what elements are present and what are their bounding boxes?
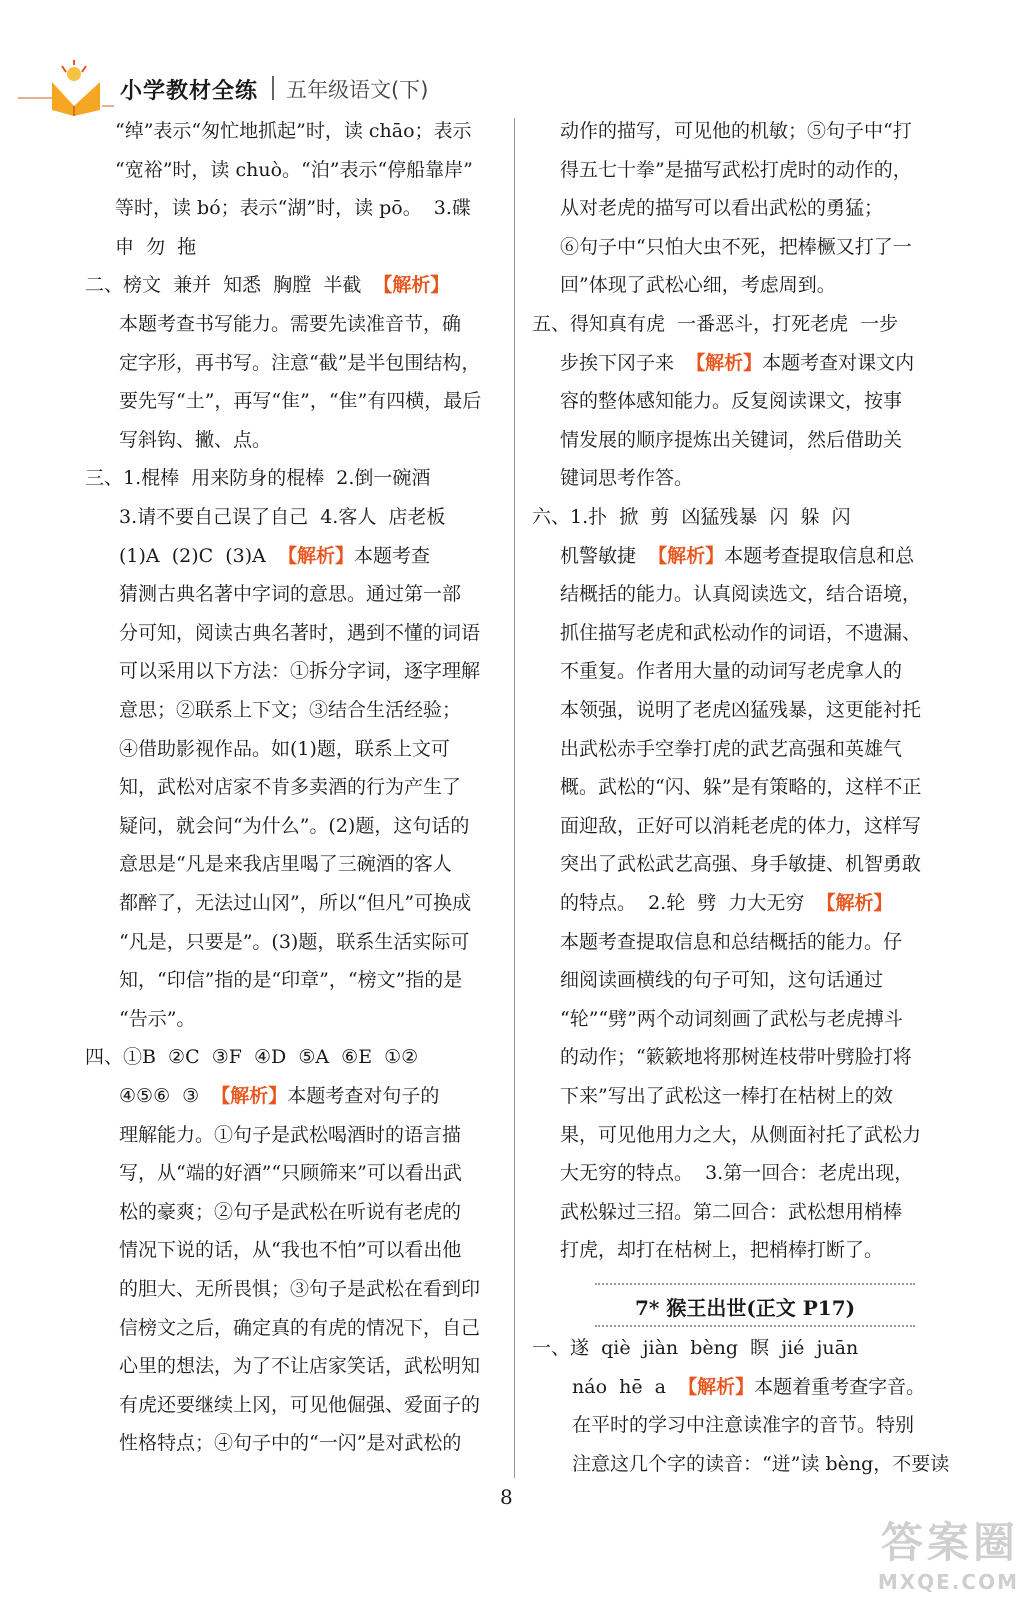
analysis-tag: 【解析】 xyxy=(211,1085,288,1107)
text-line: 抓住描写老虎和武松动作的词语，不遗漏、 xyxy=(560,621,922,644)
header-separator xyxy=(272,76,274,100)
analysis-tag: 【解析】 xyxy=(277,544,354,567)
text-line: 不重复。作者用大量的动词写老虎拿人的 xyxy=(560,660,903,683)
text-line: 情发展的顺序提炼出关键词，然后借助关 xyxy=(560,428,903,451)
text-line: 从对老虎的描写可以看出武松的勇猛； xyxy=(560,197,884,220)
brand-title: 小学教材全练 xyxy=(120,79,259,104)
watermark-en: MXQE.COM xyxy=(877,1570,1019,1594)
text-line: 心里的想法，为了不让店家笑话，武松明知 xyxy=(119,1355,481,1378)
text-line: 概。武松的“闪、躲”是有策略的，这样不正 xyxy=(560,776,922,799)
text-line: 情况下说的话，从“我也不怕”可以看出他 xyxy=(119,1239,462,1262)
text-line: 果，可见他用力之大，从侧面衬托了武松力 xyxy=(560,1123,922,1146)
text-line: 在平时的学习中注意读准字的音节。特别 xyxy=(572,1414,915,1437)
text-line: 本题考查书写能力。需要先读准音节，确 xyxy=(119,313,462,335)
text-line: 一、遂 qiè jiàn bèng 瞑 jié juān xyxy=(532,1337,859,1359)
text-line: 可以采用以下方法：①拆分字词，逐字理解 xyxy=(119,660,481,683)
watermark-cn: 答案圈 xyxy=(880,1518,1019,1567)
text-line: “告示”。 xyxy=(119,1007,196,1030)
text-line: “凡是，只要是”。(3)题，联系生活实际可 xyxy=(119,930,470,953)
text-line: 等时，读 bó；表示“湖”时，读 pō。 3.碟 xyxy=(115,197,471,220)
text-line: 定字形，再书写。注意“截”是半包围结构， xyxy=(119,351,481,374)
text-line: 大无穷的特点。 3.第一回合：老虎出现， xyxy=(560,1162,914,1185)
text-line: 武松躲过三招。第二回合：武松想用梢棒 xyxy=(560,1200,903,1223)
text-line: 信榜文之后，确定真的有虎的情况下，自己 xyxy=(119,1316,481,1339)
text-line: 疑问，就会问“为什么”。(2)题，这句话的 xyxy=(119,814,470,837)
analysis-tag: 【解析】 xyxy=(373,274,450,297)
text-line: 知，武松对店家不肯多卖酒的行为产生了 xyxy=(119,776,462,799)
text-line: 的胆大、无所畏惧；③句子是武松在看到印 xyxy=(119,1278,481,1300)
text-line: “宽裕”时，读 chuò。“泊”表示“停船靠岸” xyxy=(115,158,473,181)
analysis-tag: 【解析】 xyxy=(648,544,725,567)
text-line: 步挨下冈子来 【解析】本题考查对课文内 xyxy=(560,351,915,374)
text-line: ④借助影视作品。如(1)题，联系上文可 xyxy=(119,737,450,760)
text-line: 面迎敌，正好可以消耗老虎的体力，这样写 xyxy=(560,814,922,837)
grade-subject: 五年级语文(下) xyxy=(286,78,429,102)
text-line: 的特点。 2.轮 劈 力大无穷 【解析】 xyxy=(560,892,893,914)
text-line: ④⑤⑥ ③ 【解析】本题考查对句子的 xyxy=(119,1085,440,1107)
text-line: 写斜钩、撇、点。 xyxy=(119,428,272,451)
text-line: 写，从“端的好酒”“只顾筛来”可以看出武 xyxy=(119,1162,462,1185)
page-header xyxy=(0,60,480,120)
column-divider xyxy=(514,118,515,1478)
text-line: náo hē a 【解析】本题着重考查字音。 xyxy=(572,1375,926,1398)
text-line: 细阅读画横线的句子可知，这句话通过 xyxy=(560,969,884,992)
text-line: 容的整体感知能力。反复阅读课文，按事 xyxy=(560,390,903,413)
book-logo-icon xyxy=(14,60,114,118)
text-line: 猜测古典名著中字词的意思。通过第一部 xyxy=(119,583,462,606)
text-line: 下来”写出了武松这一棒打在枯树上的效 xyxy=(560,1085,893,1107)
text-line: ⑥句子中“只怕大虫不死，把棒橛又打了一 xyxy=(560,235,912,258)
text-line: 分可知，阅读古典名著时，遇到不懂的词语 xyxy=(119,621,481,644)
text-line: 本题考查提取信息和总结概括的能力。仔 xyxy=(560,930,903,953)
text-line: 本领强，说明了老虎凶猛残暴，这更能衬托 xyxy=(560,699,922,721)
text-line: 得五七十拳”是描写武松打虎时的动作的， xyxy=(560,158,912,181)
text-line: 四、①B ②C ③F ④D ⑤A ⑥E ①② xyxy=(85,1046,419,1069)
analysis-tag: 【解析】 xyxy=(678,1375,755,1398)
watermark xyxy=(878,1510,1019,1594)
text-line: 结概括的能力。认真阅读选文，结合语境， xyxy=(560,583,922,606)
page-number: 8 xyxy=(500,1485,513,1509)
text-line: 打虎，却打在枯树上，把梢棒打断了。 xyxy=(560,1239,884,1262)
text-line: 动作的描写，可见他的机敏；⑤句子中“打 xyxy=(560,120,912,142)
text-line: 3.请不要自己误了自己 4.客人 店老板 xyxy=(119,506,446,528)
text-line: (1)A (2)C (3)A 【解析】本题考查 xyxy=(119,544,430,567)
text-line: 都醉了，无法过山冈”，所以“但凡”可换成 xyxy=(119,892,472,914)
text-line: 六、1.扑 掀 剪 凶猛残暴 闪 躲 闪 xyxy=(532,506,851,528)
text-line: 二、榜文 兼并 知悉 胸膛 半截 【解析】 xyxy=(85,274,450,297)
text-line: 意思是“凡是来我店里喝了三碗酒的客人 xyxy=(119,853,452,876)
analysis-tag: 【解析】 xyxy=(686,351,763,374)
text-line: 三、1.棍棒 用来防身的棍棒 2.倒一碗酒 xyxy=(85,467,431,490)
text-line: 性格特点；④句子中的“一闪”是对武松的 xyxy=(119,1432,462,1455)
text-line: 有虎还要继续上冈，可见他倔强、爱面子的 xyxy=(119,1393,481,1416)
text-line: 要先写“土”，再写“隹”，“隹”有四横，最后 xyxy=(119,390,482,413)
text-line: “轮”“劈”两个动词刻画了武松与老虎搏斗 xyxy=(560,1007,903,1030)
text-line: 突出了武松武艺高强、身手敏捷、机智勇敢 xyxy=(560,853,922,876)
text-line: “绰”表示“匆忙地抓起”时，读 chāo；表示 xyxy=(115,120,472,142)
lesson-heading xyxy=(595,1283,915,1327)
text-line: 意思；②联系上下文；③结合生活经验； xyxy=(119,699,462,721)
text-line: 松的豪爽；②句子是武松在听说有老虎的 xyxy=(119,1200,462,1223)
text-line: 注意这几个字的读音：“迸”读 bèng，不要读 xyxy=(572,1452,950,1475)
text-line: 出武松赤手空拳打虎的武艺高强和英雄气 xyxy=(560,737,903,760)
text-line: 理解能力。①句子是武松喝酒时的语言描 xyxy=(119,1123,462,1146)
lesson-title: 7* 猴王出世(正文 P17) xyxy=(635,1296,856,1320)
analysis-tag: 【解析】 xyxy=(816,892,893,914)
text-line: 键词思考作答。 xyxy=(560,467,694,490)
text-line: 的动作；“簌簌地将那树连枝带叶劈脸打将 xyxy=(560,1046,912,1069)
text-line: 知，“印信”指的是“印章”，“榜文”指的是 xyxy=(119,969,463,992)
text-line: 回”体现了武松心细，考虑周到。 xyxy=(560,274,836,297)
text-line: 五、得知真有虎 一番恶斗，打死老虎 一步 xyxy=(532,313,899,335)
text-line: 机警敏捷 【解析】本题考查提取信息和总 xyxy=(560,544,915,567)
text-line: 申 勿 拖 xyxy=(115,235,197,258)
